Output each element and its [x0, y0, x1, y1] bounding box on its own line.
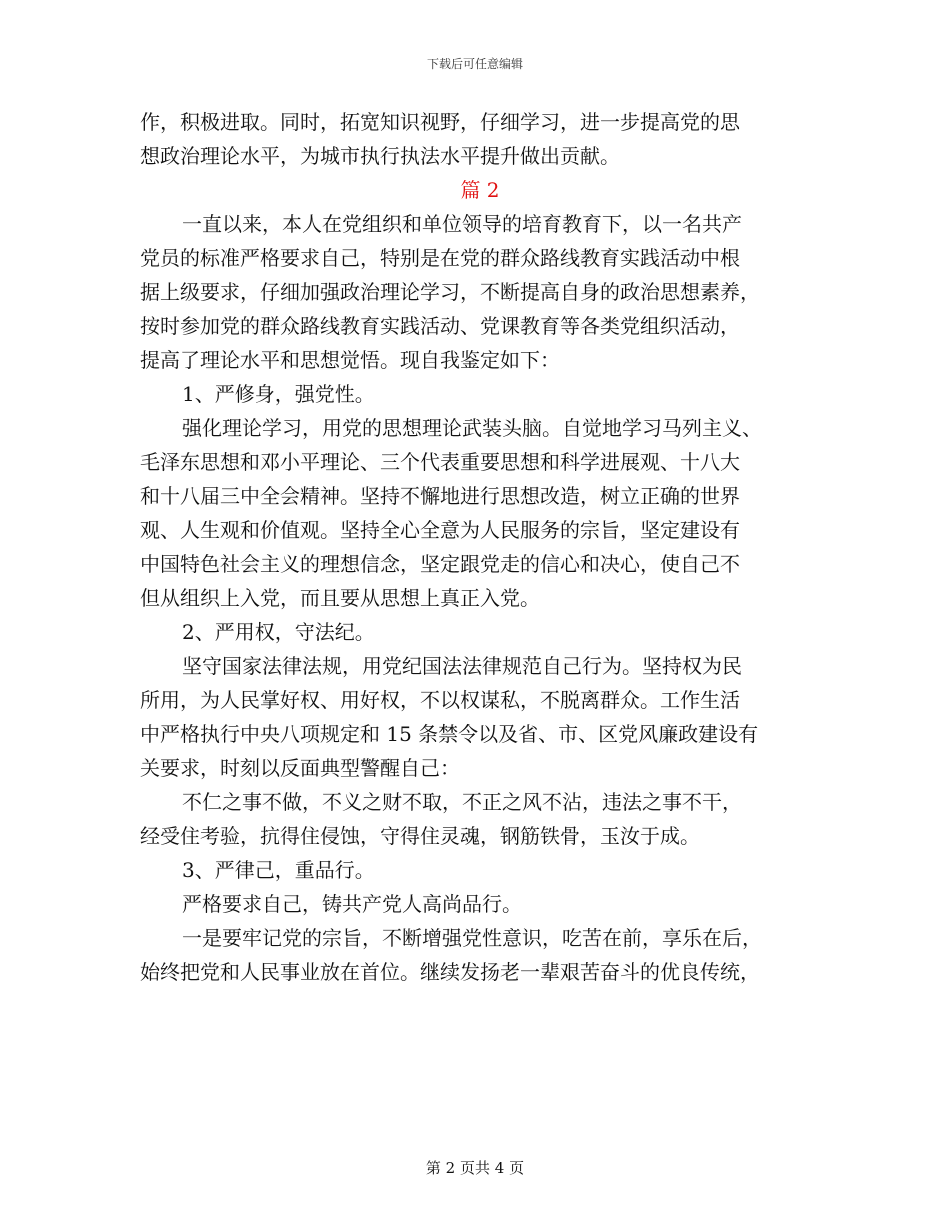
text-line: 经受住考验，抗得住侵蚀，守得住灵魂，钢筋铁骨，玉汝于成。: [140, 824, 700, 848]
paragraph: [140, 377, 820, 411]
paragraph: [140, 785, 820, 853]
text-line: 强化理论学习，用党的思想理论武装头脑。自觉地学习马列主义、: [182, 416, 762, 440]
paragraph: [140, 649, 820, 785]
text-line: 坚守国家法律法规，用党纪国法法律规范自己行为。坚持权为民: [182, 654, 742, 678]
text-line: 3、严律己，重品行。: [182, 858, 375, 882]
text-line: 所用，为人民掌好权、用好权，不以权谋私，不脱离群众。工作生活: [140, 688, 740, 712]
text-line: 但从组织上入党，而且要从思想上真正入党。: [140, 586, 540, 610]
text-line: 2、严用权，守法纪。: [182, 620, 375, 644]
text-line: 作，积极进取。同时，拓宽知识视野，仔细学习，进一步提高党的思: [140, 110, 740, 134]
text-line: 始终把党和人民事业放在首位。继续发扬老一辈艰苦奋斗的优良传统，: [140, 960, 760, 984]
text-line: 关要求，时刻以反面典型警醒自己：: [140, 756, 460, 780]
text-line: 党员的标准严格要求自己，特别是在党的群众路线教育实践活动中根: [140, 246, 740, 270]
page-header: 下载后可任意编辑: [426, 57, 523, 71]
paragraph: [140, 921, 820, 989]
page-footer: 第 2 页共 4 页: [425, 1159, 525, 1177]
section-title: 篇 2: [460, 178, 500, 202]
text-line: 1、严修身，强党性。: [182, 382, 375, 406]
paragraph: [140, 105, 820, 173]
text-line: 中国特色社会主义的理想信念，坚定跟党走的信心和决心，使自己不: [140, 552, 740, 576]
text-line: 想政治理论水平，为城市执行执法水平提升做出贡献。: [140, 144, 620, 168]
text-line: 按时参加党的群众路线教育实践活动、党课教育等各类党组织活动，: [140, 314, 740, 338]
text-line: 一是要牢记党的宗旨，不断增强党性意识，吃苦在前，享乐在后，: [182, 926, 762, 950]
text-line: 观、人生观和价值观。坚持全心全意为人民服务的宗旨，坚定建设有: [140, 518, 740, 542]
text-line: 不仁之事不做，不义之财不取，不正之风不沾，违法之事不干，: [182, 790, 742, 814]
paragraph: [140, 853, 820, 887]
text-line: 毛泽东思想和邓小平理论、三个代表重要思想和科学进展观、十八大: [140, 450, 740, 474]
paragraph: [140, 207, 820, 377]
text-line: 一直以来，本人在党组织和单位领导的培育教育下，以一名共产: [182, 212, 742, 236]
text-line: 提高了理论水平和思想觉悟。现自我鉴定如下：: [140, 348, 560, 372]
paragraph: [140, 887, 820, 921]
text-line: 中严格执行中央八项规定和 15 条禁令以及省、市、区党风廉政建设有: [140, 722, 759, 746]
document-body: [140, 105, 820, 989]
paragraph: [140, 615, 820, 649]
paragraph: [140, 411, 820, 615]
text-line: 和十八届三中全会精神。坚持不懈地进行思想改造，树立正确的世界: [140, 484, 740, 508]
text-line: 据上级要求，仔细加强政治理论学习，不断提高自身的政治思想素养，: [140, 280, 760, 304]
text-line: 严格要求自己，铸共产党人高尚品行。: [182, 892, 522, 916]
